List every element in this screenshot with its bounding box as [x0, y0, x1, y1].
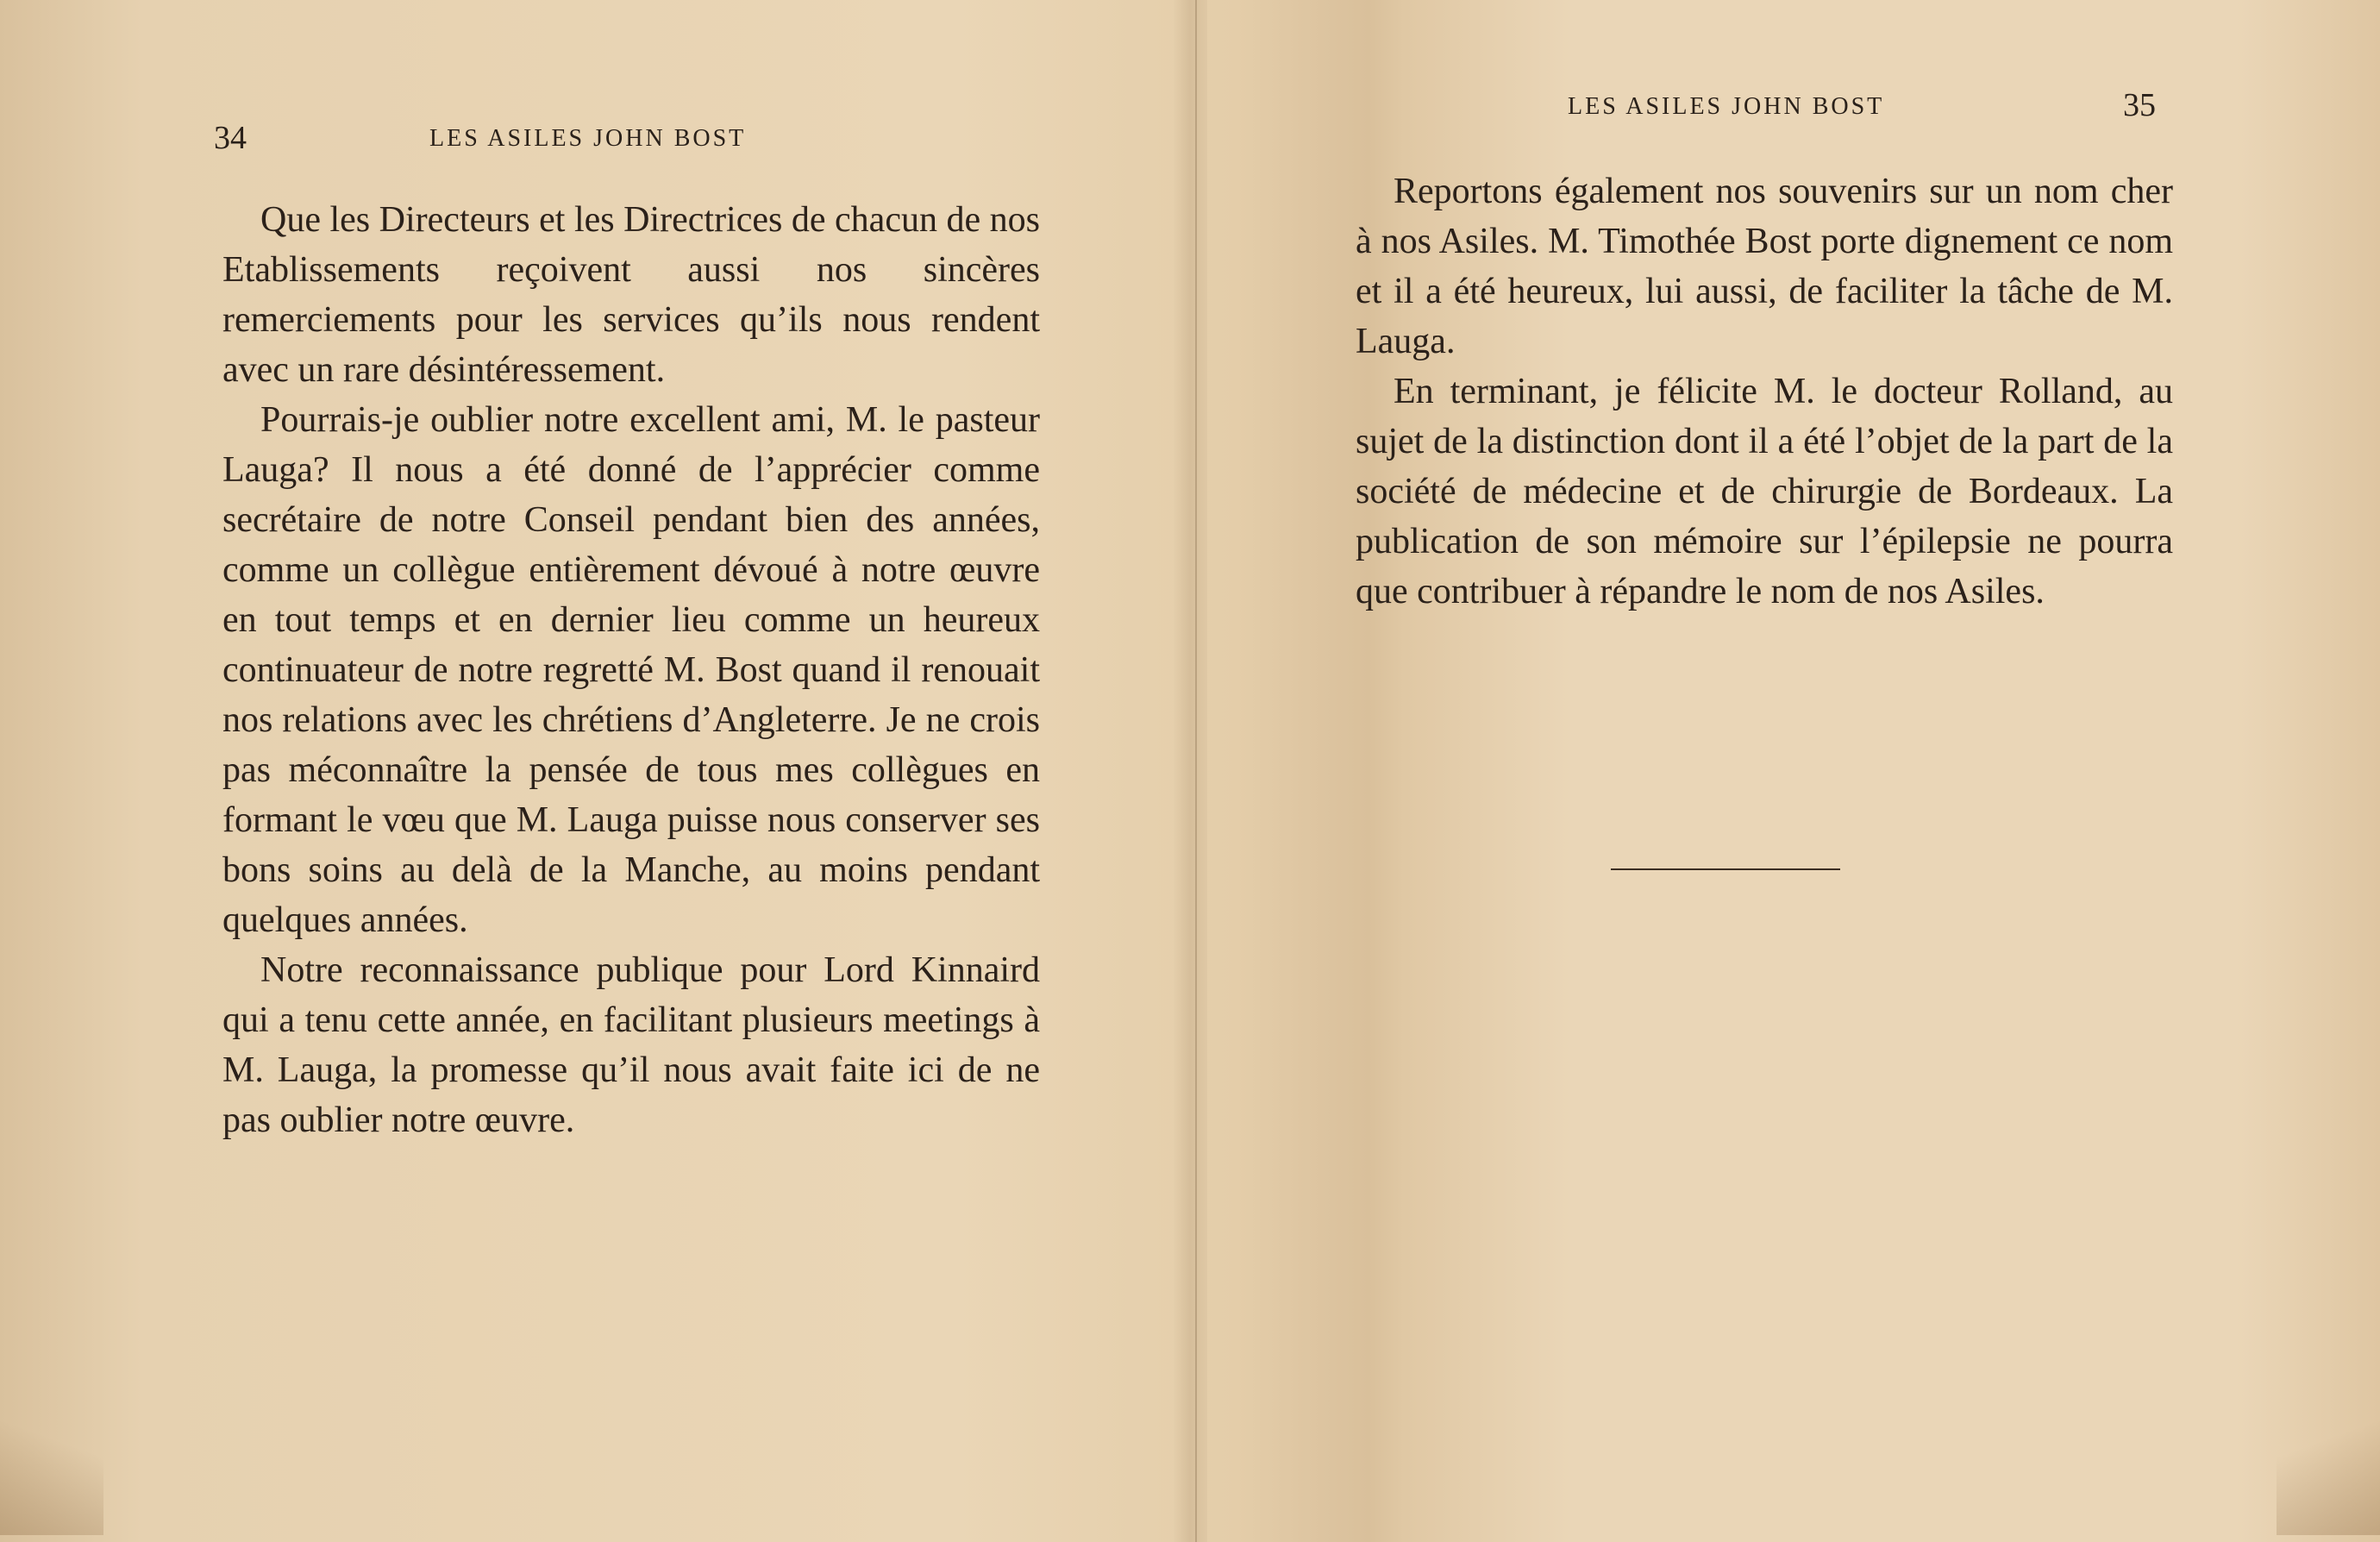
gutter-shadow: [1173, 0, 1207, 1542]
left-running-head: LES ASILES JOHN BOST: [429, 125, 747, 152]
right-running-head: LES ASILES JOHN BOST: [1568, 93, 1885, 120]
gutter-fold: [1195, 0, 1197, 1542]
right-paragraph-2: En terminant, je félicite M. le docteur Rolland, au sujet de la distinction dont il a été l’objet de la part de la société de médecine et de chirurgie de Bordeaux. La publication de son mémoire sur l’épilepsie ne pourra que contribuer à répandre le nom de nos Asiles.: [1356, 372, 2173, 611]
page-corner-shadow-left: [0, 1380, 103, 1535]
left-paragraph-1: Que les Directeurs et les Directrices de chacun de nos Etablissements reçoivent aussi nos sincères remerciements pour les services qu’ils nous rendent avec un rare désintéressement.: [222, 200, 1040, 390]
left-page-body: [222, 195, 1040, 1145]
end-rule: [1611, 868, 1840, 870]
right-page-body: [1356, 166, 2173, 617]
right-paragraph-1: Reportons également nos souvenirs sur un nom cher à nos Asiles. M. Timothée Bost porte dignement ce nom et il a été heureux, lui aussi, de faciliter la tâche de M. Lauga.: [1356, 172, 2173, 361]
left-paragraph-3: Notre reconnaissance publique pour Lord Kinnaird qui a tenu cette année, en facilitant plusieurs meetings à M. Lauga, la promesse qu’il nous avait faite ici de ne pas oublier notre œuvre.: [222, 950, 1040, 1140]
page-corner-shadow-right: [2277, 1380, 2380, 1535]
left-paragraph-2: Pourrais-je oublier notre excellent ami, M. le pasteur Lauga? Il nous a été donné de l’apprécier comme secrétaire de notre Conseil pendant bien des années, comme un collègue entièrement dévoué à notre œuvre en tout temps et en dernier lieu comme un heureux continuateur de notre regretté M. Bost quand il renouait nos relations avec les chrétiens d’Angleterre. Je ne crois pas méconnaître la pensée de tous mes collègues en formant le vœu que M. Lauga puisse nous conserver ses bons soins au delà de la Manche, au moins pendant quelques années.: [222, 400, 1040, 940]
right-page-number: 35: [2123, 87, 2156, 123]
left-page-number: 34: [214, 120, 247, 156]
